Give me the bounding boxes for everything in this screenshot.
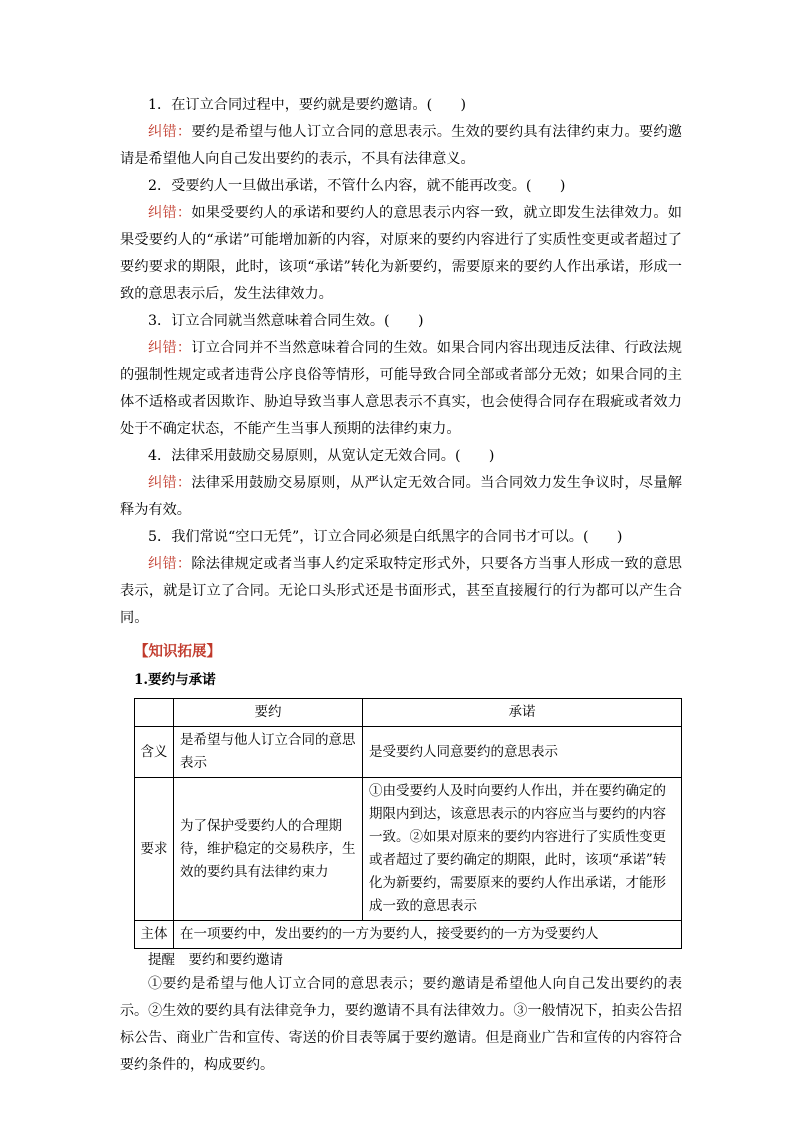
comparison-table — [134, 698, 682, 949]
correction-2 — [120, 200, 682, 308]
table-row-meaning — [135, 727, 682, 778]
subheading: 1.要约与承诺 — [134, 672, 216, 688]
question-2: 2．受要约人一旦做出承诺，不管什么内容，就不能再改变。( ) — [148, 178, 566, 194]
table-cell: 是希望与他人订立合同的意思表示 — [174, 727, 363, 778]
correction-text: 除法律规定或者当事人约定采取特定形式外，只要各方当事人形成一致的意思表示，就是订立了合同。无论口头形式还是书面形式，甚至直接履行的行为都可以产生合同。 — [120, 556, 682, 626]
table-row-subject — [135, 921, 682, 949]
table-cell: 在一项要约中，发出要约的一方为要约人，接受要约的一方为受要约人 — [174, 921, 682, 949]
table-header-acceptance: 承诺 — [363, 699, 682, 727]
table-row-head: 主体 — [135, 921, 174, 949]
table-header-row — [135, 699, 682, 727]
correction-text: 订立合同并不当然意味着合同的生效。如果合同内容出现违反法律、行政法规的强制性规定或者违背公序良俗等情形，可能导致合同全部或者部分无效；如果合同的主体不适格或者因欺诈、胁迫导致当事人意思表示不真实，也会使得合同存在瑕疵或者效力处于不确定状态，不能产生当事人预期的法律约束力。 — [120, 340, 682, 437]
tip-text: ①要约是希望与他人订立合同的意思表示；要约邀请是希望他人向自己发出要约的表示。②生效的要约具有法律竞争力，要约邀请不具有法律效力。③一般情况下，拍卖公告招标公告、商业广告和宣传、寄送的价目表等属于要约邀请。但是商业广告和宣传的内容符合要约条件的，构成要约。 — [120, 976, 682, 1073]
table-row-requirements — [135, 778, 682, 921]
question-4: 4．法律采用鼓励交易原则，从宽认定无效合同。( ) — [148, 448, 495, 464]
question-3: 3．订立合同就当然意味着合同生效。( ) — [148, 313, 424, 329]
correction-text: 要约是希望与他人订立合同的意思表示。生效的要约具有法律约束力。要约邀请是希望他人向自己发出要约的表示，不具有法律意义。 — [120, 124, 682, 167]
table-header-offer: 要约 — [174, 699, 363, 727]
correction-tag: 纠错： — [148, 556, 192, 572]
correction-4 — [120, 470, 682, 524]
correction-tag: 纠错： — [148, 124, 192, 140]
correction-1 — [120, 119, 682, 173]
correction-text: 法律采用鼓励交易原则，从严认定无效合同。当合同效力发生争议时，尽量解释为有效。 — [120, 475, 682, 518]
question-1: 1．在订立合同过程中，要约就是要约邀请。( ) — [148, 97, 467, 113]
correction-text: 如果受要约人的承诺和要约人的意思表示内容一致，就立即发生法律效力。如果受要约人的“承诺”可能增加新的内容，对原来的要约内容进行了实质性变更或者超过了要约要求的期限，此时，该项“承诺”转化为新要约，需要原来的要约人作出承诺，形成一致的意思表示后，发生法律效力。 — [120, 205, 682, 302]
correction-3 — [120, 335, 682, 443]
table-cell: 是受要约人同意要约的意思表示 — [363, 727, 682, 778]
table-cell: ①由受要约人及时向要约人作出，并在要约确定的期限内到达，该意思表示的内容应当与要约的内容一致。②如果对原来的要约内容进行了实质性变更或者超过了要约确定的期限，此时，该项“承诺”转化为新要约，需要原来的要约人作出承诺，才能形成一致的意思表示 — [363, 778, 682, 921]
table-corner-cell — [135, 699, 174, 727]
correction-tag: 纠错： — [148, 340, 192, 356]
table-row-head: 含义 — [135, 727, 174, 778]
correction-tag: 纠错： — [148, 205, 192, 221]
section-heading: 【知识拓展】 — [134, 643, 221, 660]
table-row-head: 要求 — [135, 778, 174, 921]
correction-5 — [120, 551, 682, 632]
question-5: 5．我们常说“空口无凭”，订立合同必须是白纸黑字的合同书才可以。( ) — [148, 529, 623, 545]
tip-title: 提醒 要约和要约邀请 — [148, 952, 283, 968]
table-cell: 为了保护受要约人的合理期待，维护稳定的交易秩序，生效的要约具有法律约束力 — [174, 778, 363, 921]
document-content — [120, 92, 682, 1079]
correction-tag: 纠错： — [148, 475, 192, 491]
